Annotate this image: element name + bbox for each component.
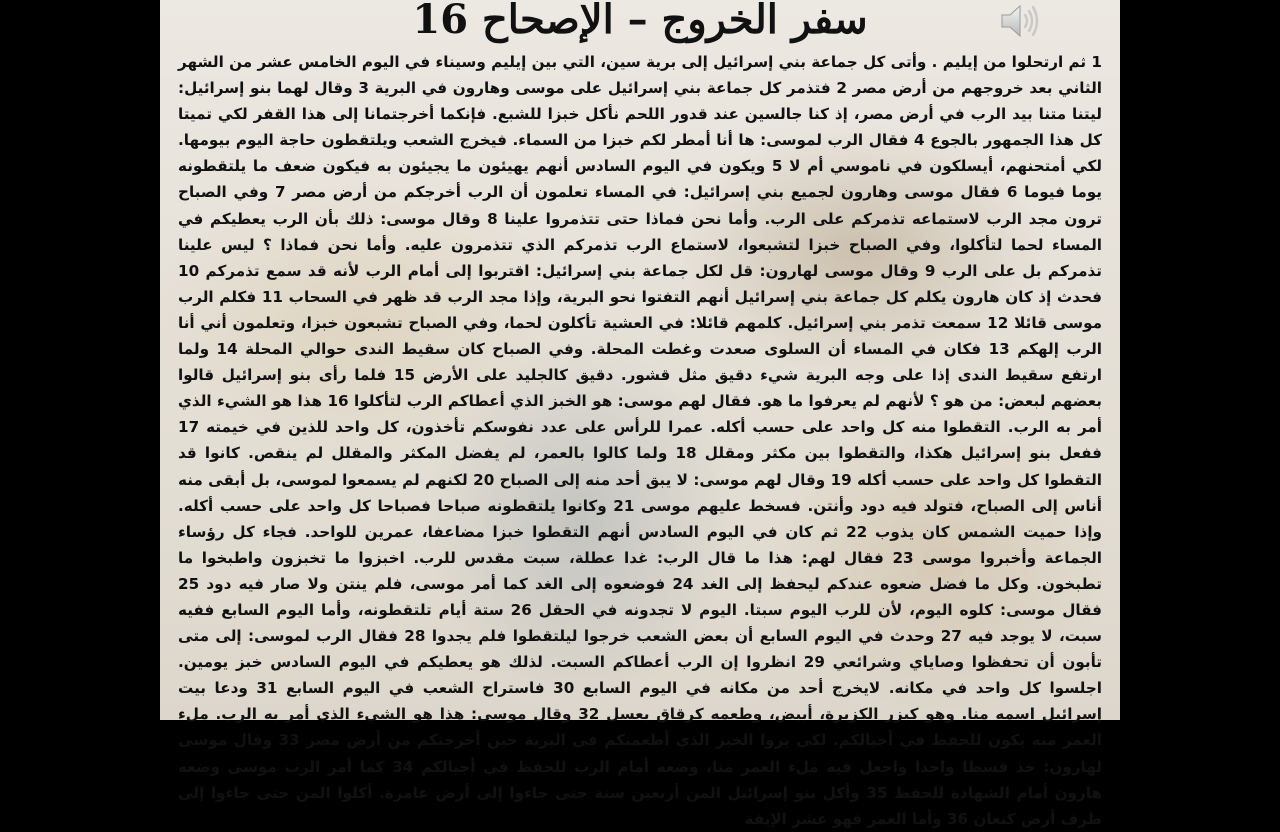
speaker-icon[interactable] bbox=[998, 2, 1042, 40]
letterbox-right bbox=[1120, 0, 1280, 720]
letterbox-left bbox=[0, 0, 160, 720]
speaker-icon-graphic bbox=[998, 2, 1042, 40]
slide-title: سفر الخروج – الإصحاح 16 bbox=[412, 0, 868, 43]
scripture-text: 1 ثم ارتحلوا من إيليم . وأتى كل جماعة بني إسرائيل إلى برية سين، التي بين إيليم وسيناء في اليوم الخامس عشر من الشهر الثاني بعد خروجهم من أرض مصر 2 فتذمر كل جماعة بني إسرائيل على موسى وهارون في البرية 3 وقال لهما بنو إسرائيل: ليتنا متنا بيد الرب في أرض مصر، إذ كنا جالسين عند قدور اللحم نأكل خبزا للشبع. فإنكما أخرجتمانا إلى هذا القفر لكي تميتا كل هذا الجمهور بالجوع 4 فقال الرب لموسى: ها أنا أمطر لكم خبزا من السماء. فيخرج الشعب ويلتقطون حاجة اليوم بيومها. لكي أمتحنهم، أيسلكون في ناموسي أم لا 5 ويكون في اليوم السادس أنهم يهيئون ما يجيئون به فيكون ضعف ما يلتقطونه يوما فيوما 6 فقال موسى وهارون لجميع بني إسرائيل: في المساء تعلمون أن الرب أخرجكم من أرض مصر 7 وفي الصباح ترون مجد الرب لاستماعه تذمركم على الرب. وأما نحن فماذا حتى تتذمروا علينا 8 وقال موسى: ذلك بأن الرب يعطيكم في المساء لحما لتأكلوا، وفي الصباح خبزا لتشبعوا، لاستماع الرب تذمركم الذي تتذمرون عليه. وأما نحن فماذا ؟ ليس علينا تذمركم بل على الرب 9 وقال موسى لهارون: قل لكل جماعة بني إسرائيل: اقتربوا إلى أمام الرب لأنه قد سمع تذمركم 10 فحدث إذ كان هارون يكلم كل جماعة بني إسرائيل أنهم التفتوا نحو البرية، وإذا مجد الرب قد ظهر في السحاب 11 فكلم الرب موسى قائلا 12 سمعت تذمر بني إسرائيل. كلمهم قائلا: في العشية تأكلون لحما، وفي الصباح تشبعون خبزا، وتعلمون أني أنا الرب إلهكم 13 فكان في المساء أن السلوى صعدت وغطت المحلة. وفي الصباح كان سقيط الندى حوالي المحلة 14 ولما ارتفع سقيط الندى إذا على وجه البرية شيء دقيق مثل قشور. دقيق كالجليد على الأرض 15 فلما رأى بنو إسرائيل قالوا بعضهم لبعض: من هو ؟ لأنهم لم يعرفوا ما هو. فقال لهم موسى: هو الخبز الذي أعطاكم الرب لتأكلوا 16 هذا هو الشيء الذي أمر به الرب. التقطوا منه كل واحد على حسب أكله. عمرا للرأس على عدد نفوسكم تأخذون، كل واحد للذين في خيمته 17 ففعل بنو إسرائيل هكذا، والتقطوا بين مكثر ومقلل 18 ولما كالوا بالعمر، لم يفضل المكثر والمقلل لم ينقص. كانوا قد التقطوا كل واحد على حسب أكله 19 وقال لهم موسى: لا يبق أحد منه إلى الصباح 20 لكنهم لم يسمعوا لموسى، بل أبقى منه أناس إلى الصباح، فتولد فيه دود وأنتن. فسخط عليهم موسى 21 وكانوا يلتقطونه صباحا فصباحا كل واحد على حسب أكله. وإذا حميت الشمس كان يذوب 22 ثم كان في اليوم السادس أنهم التقطوا خبزا مضاعفا، عمرين للواحد. فجاء كل رؤساء الجماعة وأخبروا موسى 23 فقال لهم: هذا ما قال الرب: غدا عطلة، سبت مقدس للرب. اخبزوا ما تخبزون واطبخوا ما تطبخون. وكل ما فضل ضعوه عندكم ليحفظ إلى الغد 24 فوضعوه إلى الغد كما أمر موسى، فلم ينتن ولا صار فيه دود 25 فقال موسى: كلوه اليوم، لأن للرب اليوم سبتا. اليوم لا تجدونه في الحقل 26 ستة أيام تلتقطونه، وأما اليوم السابع ففيه سبت، لا يوجد فيه 27 وحدث في اليوم السابع أن بعض الشعب خرجوا ليلتقطوا فلم يجدوا 28 فقال الرب لموسى: إلى متى تأبون أن تحفظوا وصاياي وشرائعي 29 انظروا إن الرب أعطاكم السبت. لذلك هو يعطيكم في اليوم السادس خبز يومين. اجلسوا كل واحد في مكانه. لايخرج أحد من مكانه في اليوم السابع 30 فاستراح الشعب في اليوم السابع 31 ودعا بيت إسرائيل اسمه منا. وهو كبزر الكزبرة، أبيض، وطعمه كرقاق بعسل 32 وقال موسى: هذا هو الشيء الذي أمر به الرب. ملء العمر منه يكون للحفظ في أجيالكم. لكي يروا الخبز الذي أطعمتكم في البرية حين أخرجتكم من أرض مصر 33 وقال موسى لهارون: خذ قسطا واحدا واجعل فيه ملء العمر منا، وضعه أمام الرب للحفظ في أجيالكم 34 كما أمر الرب موسى وضعه هارون أمام الشهادة للحفظ 35 وأكل بنو إسرائيل المن أربعين سنة حتى جاءوا إلى أرض عامرة. أكلوا المن حتى جاءوا إلى طرف أرض كنعان 36 وأما العمر فهو عشر الإيفة bbox=[178, 53, 1103, 828]
slide bbox=[160, 0, 1120, 828]
